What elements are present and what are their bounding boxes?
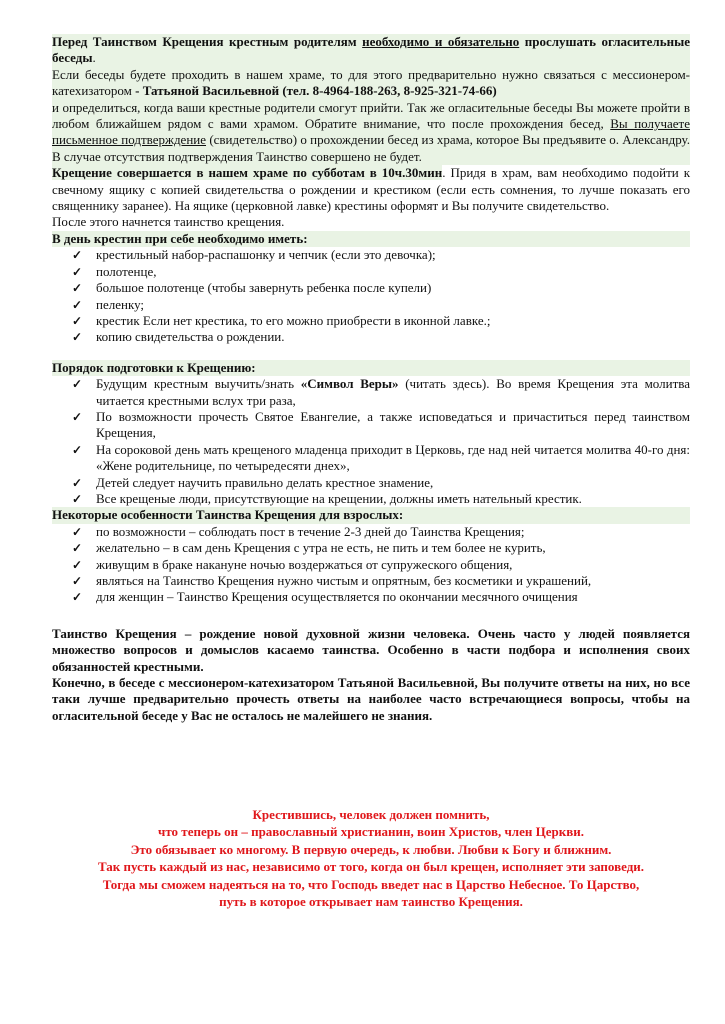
creed-title: «Символ Веры» xyxy=(300,376,399,392)
checklist-heading: В день крестин при себе необходимо иметь: xyxy=(52,231,690,247)
adults-list xyxy=(52,524,690,606)
summary-para-1: Таинство Крещения – рождение новой духовной жизни человека. Очень часто у людей появляется множество вопросов и домыслов касаемо таинства. Особенно в части подбора и исполнения своих обязанностей крестными. xyxy=(52,625,690,674)
list-item: ✓ Все крещеные люди, присутствующие на крещении, должны иметь нательный крестик. xyxy=(72,490,582,506)
list-item: ✓ по возможности – соблюдать пост в течение 2-3 дней до Таинства Крещения; xyxy=(72,523,525,539)
list-item: ✓ полотенце, xyxy=(72,263,157,279)
checkmark-icon: ✓ xyxy=(72,524,83,539)
closing-line: Это обязывает ко многому. В первую очередь, к любви. Любви к Богу и ближним. xyxy=(130,841,612,857)
closing-exhortation xyxy=(52,806,690,910)
checkmark-icon: ✓ xyxy=(72,541,83,556)
baptism-after: После этого начнется таинство крещения. xyxy=(52,214,285,230)
checkmark-icon: ✓ xyxy=(72,313,83,328)
list-item: ✓ являться на Таинство Крещения нужно чистым и опрятным, без косметики и украшений, xyxy=(72,573,592,588)
intro-lead-dot: . xyxy=(92,50,96,66)
list-item: ✓ Детей следует научить правильно делать крестное знамение, xyxy=(72,474,434,490)
preparation-list xyxy=(52,376,690,507)
list-item: ✓ крестик Если нет крестика, то его можно приобрести в иконной лавке.; xyxy=(72,312,491,328)
baptism-schedule-time: Крещение совершается в нашем храме по субботам в 10ч.30мин xyxy=(52,165,443,181)
intro-para-text-c: (свидетельство) о прохождении бесед из храма, которое Вы предъявите о. Александру. В случае отсутствия подтверждения Таинство совершено не будет. xyxy=(52,132,690,164)
checkmark-icon: ✓ xyxy=(72,264,83,279)
baptism-schedule-text: . Придя в храм, вам необходимо подойти к свечному ящику с копией свидетельства о рождении и крестиком (если есть сомнения, то лучше показать его священнику заранее). На ящике (церковной лавке) крестины оформят и Вы получите свидетельство. xyxy=(52,165,691,214)
closing-line: путь в которое открывает нам таинство Крещения. xyxy=(219,894,523,910)
document-body xyxy=(52,34,690,724)
checklist xyxy=(52,247,690,345)
checkmark-icon: ✓ xyxy=(72,574,83,588)
spacer xyxy=(52,346,690,360)
intro-para xyxy=(52,67,690,100)
checkmark-icon: ✓ xyxy=(72,281,83,296)
intro-lead-text-2: прослушать огласительные беседы xyxy=(52,34,691,66)
closing-line: Так пусть каждый из нас, независимо от того, когда он был крещен, исполняет эти заповеди. xyxy=(97,859,645,875)
intro-para-continued xyxy=(52,100,690,166)
checkmark-icon: ✓ xyxy=(72,377,83,392)
closing-line: что теперь он – православный христианин, воин Христов, член Церкви. xyxy=(158,824,584,840)
checkmark-icon: ✓ xyxy=(72,330,83,345)
intro-para-text-a: Если беседы будете проходить в нашем храме, то для этого предварительно нужно связаться с мессионером-катехизатором xyxy=(52,66,690,99)
checkmark-icon: ✓ xyxy=(72,297,83,312)
list-item: ✓ крестильный набор-распашонку и чепчик (если это девочка); xyxy=(72,247,436,263)
checkmark-icon: ✓ xyxy=(72,557,83,572)
list-item: ✓ живущим в браке накануне ночью воздержаться от супружеского общения, xyxy=(72,556,513,572)
list-item: ✓ для женщин – Таинство Крещения осуществляется по окончании месячного очищения xyxy=(72,589,578,605)
summary-para-2: Конечно, в беседе с мессионером-катехизатором Татьяной Васильевной, Вы получите ответы на них, но все таки лучше предварительно прочесть ответы на наиболее часто встречающиеся вопросы, чтобы на огласительной беседе у Вас не осталось не малейшего не знания. xyxy=(52,675,690,723)
adults-heading: Некоторые особенности Таинства Крещения для взрослых: xyxy=(52,507,690,523)
closing-line: Крестившись, человек должен помнить, xyxy=(252,807,490,822)
intro-para-text-b: и определиться, когда ваши крестные родители смогут прийти. Так же огласительные беседы Вы можете пройти в любом ближайшем рядом с вами храмом. Обратите внимание, что после прохождения бесед, xyxy=(52,99,690,132)
list-item: ✓ пеленку; xyxy=(72,296,145,312)
checkmark-icon: ✓ xyxy=(72,475,83,490)
catechist-contact: - Татьяной Васильевной (тел. 8-4964-188-263, 8-925-321-74-66) xyxy=(135,83,497,99)
preparation-heading: Порядок подготовки к Крещению: xyxy=(52,360,690,376)
baptism-schedule xyxy=(52,165,690,214)
spacer xyxy=(52,606,690,620)
closing-line: Тогда мы сможем надеяться на то, что Господь введет нас в Царство Небесное. То Царство, xyxy=(102,876,640,892)
checkmark-icon: ✓ xyxy=(72,248,83,263)
intro-lead-text: Перед Таинством Крещения крестным родителям xyxy=(52,34,363,49)
intro-lead-emphasis: необходимо и обязательно xyxy=(362,34,520,49)
intro-lead xyxy=(52,34,690,67)
list-item: ✓ По возможности прочесть Святое Евангелие, а также исповедаться и причаститься перед таинством Крещения, xyxy=(72,408,690,441)
checkmark-icon: ✓ xyxy=(72,409,83,424)
list-item: ✓ большое полотенце (чтобы завернуть ребенка после купели) xyxy=(72,280,432,296)
list-item: ✓ На сороковой день мать крещеного младенца приходит в Церковь, где над ней читается молитва 40-го дня: «Жене родительнице, по четыредесяти днех», xyxy=(72,441,690,474)
checkmark-icon: ✓ xyxy=(72,590,83,605)
checkmark-icon: ✓ xyxy=(72,442,83,457)
checkmark-icon: ✓ xyxy=(72,491,83,506)
list-item: ✓ копию свидетельства о рождении. xyxy=(72,329,285,345)
list-item: ✓ Будущим крестным выучить/знать «Символ Веры» (читать здесь). Во время Крещения эта молитва читается крестными вслух три раза, xyxy=(72,376,690,408)
confirmation-note: Вы получаете письменное подтверждение xyxy=(52,116,690,148)
list-item: ✓ желательно – в сам день Крещения с утра не есть, не пить и тем более не курить, xyxy=(72,540,546,556)
